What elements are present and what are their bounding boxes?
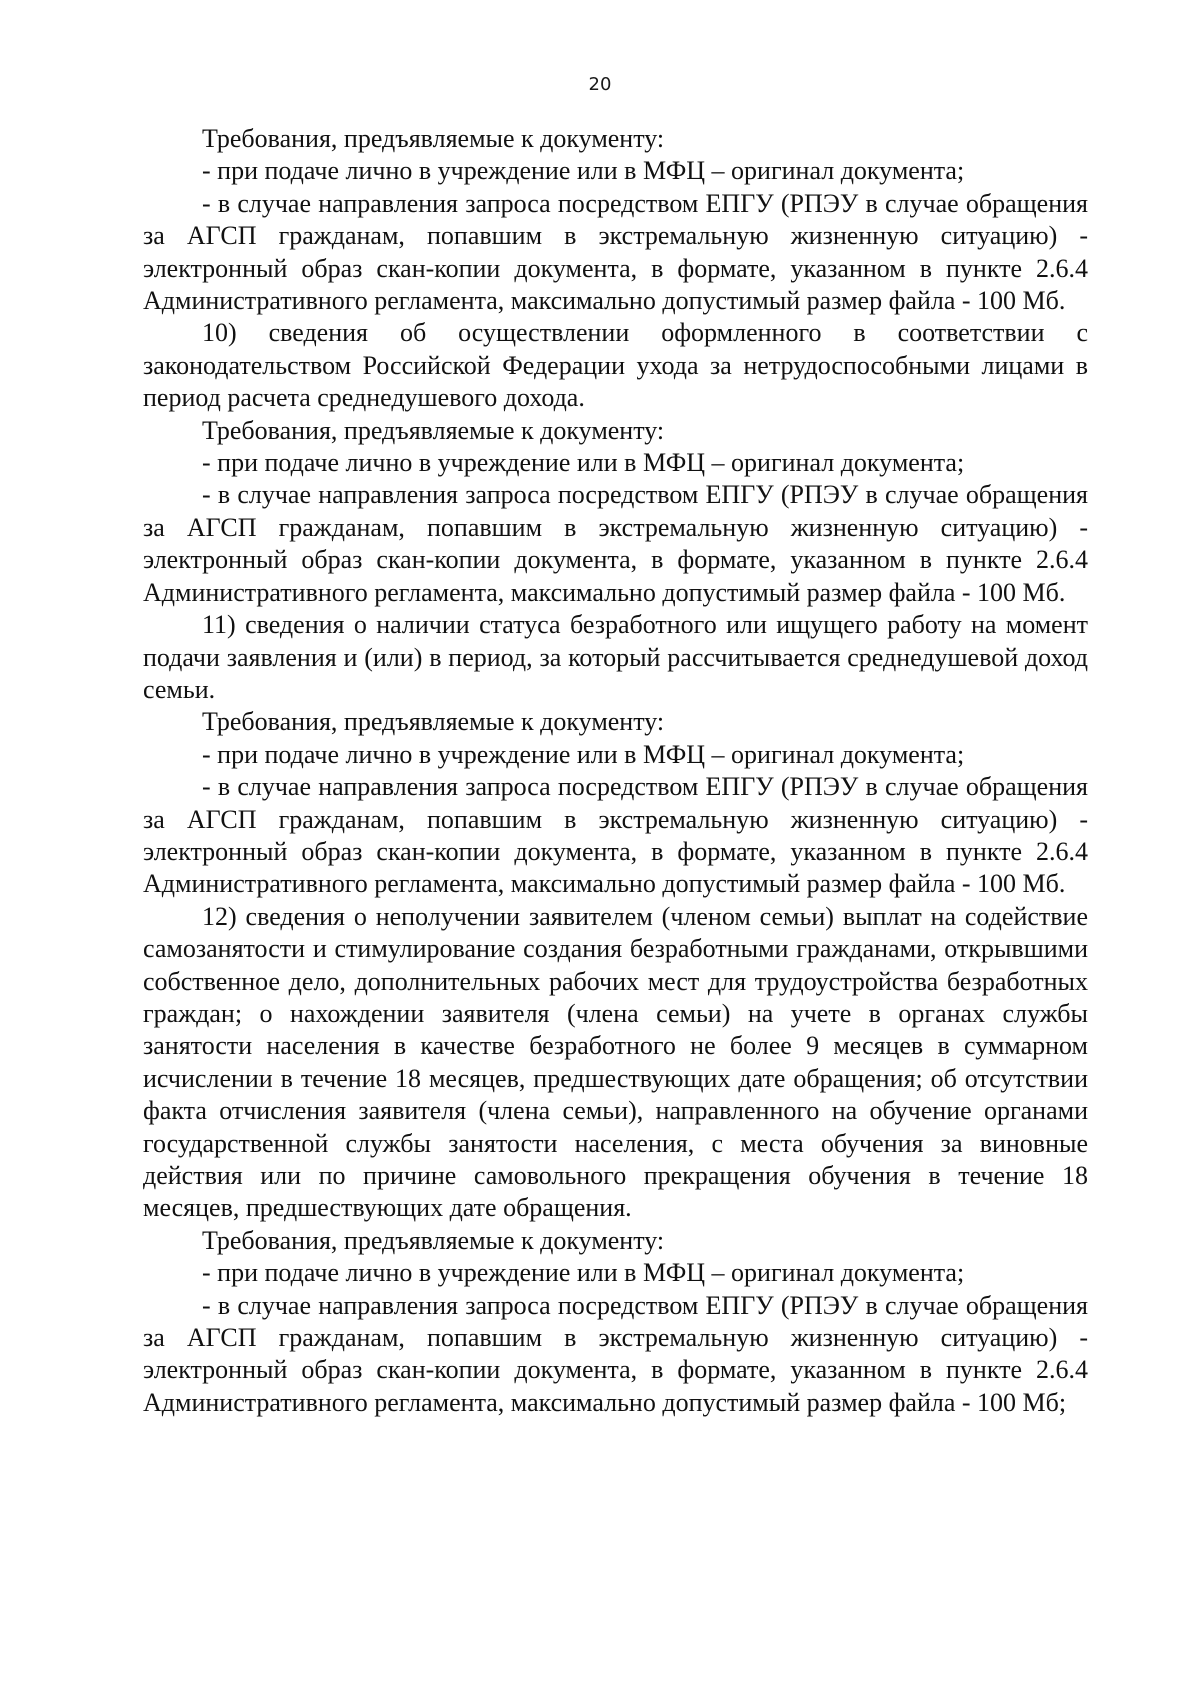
requirement-electronic: - в случае направления запроса посредством ЕПГУ (РПЭУ в случае обращения за АГСП гражданам, попавшим в экстремальную жизненную ситуацию) - электронный образ скан-копии документа, в формате, указанном в пункте 2.6.4 Административного регламента, максимально допустимый размер файла - 100 Мб. (143, 188, 1088, 316)
item-12-paragraph: 12) сведения о неполучении заявителем (членом семьи) выплат на содействие самозанятости и стимулирование создания безработными гражданами, открывшими собственное дело, дополнительных рабочих мест для трудоустройства безработных граждан; о нахождении заявителя (члена семьи) на учете в органах службы занятости населения в качестве безработного не более 9 месяцев в суммарном исчислении в течение 18 месяцев, предшествующих дате обращения; об отсутствии факта отчисления заявителя (члена семьи), направленного на обучение органами государственной службы занятости населения, с места обучения за виновные действия или по причине самовольного прекращения обучения в течение 18 месяцев, предшествующих дате обращения. (143, 901, 1088, 1223)
requirements-heading: Требования, предъявляемые к документу: (202, 415, 665, 445)
requirement-electronic: - в случае направления запроса посредством ЕПГУ (РПЭУ в случае обращения за АГСП гражданам, попавшим в экстремальную жизненную ситуацию) - электронный образ скан-копии документа, в формате, указанном в пункте 2.6.4 Административного регламента, максимально допустимый размер файла - 100 Мб. (143, 772, 1088, 899)
requirement-electronic: - в случае направления запроса посредством ЕПГУ (РПЭУ в случае обращения за АГСП гражданам, попавшим в экстремальную жизненную ситуацию) - электронный образ скан-копии документа, в формате, указанном в пункте 2.6.4 Административного регламента, максимально допустимый размер файла - 100 Мб. (143, 480, 1088, 607)
requirement-in-person: - при подаче лично в учреждение или в МФЦ – оригинал документа; (202, 739, 965, 769)
requirement-in-person: - при подаче лично в учреждение или в МФЦ – оригинал документа; (202, 156, 965, 186)
requirements-heading: Требования, предъявляемые к документу: (202, 124, 665, 153)
document-body (143, 123, 1088, 1419)
requirement-electronic: - в случае направления запроса посредством ЕПГУ (РПЭУ в случае обращения за АГСП гражданам, попавшим в экстремальную жизненную ситуацию) - электронный образ скан-копии документа, в формате, указанном в пункте 2.6.4 Административного регламента, максимально допустимый размер файла - 100 Мб; (143, 1290, 1088, 1417)
requirement-in-person: - при подаче лично в учреждение или в МФЦ – оригинал документа; (202, 448, 965, 478)
requirements-heading: Требования, предъявляемые к документу: (202, 1225, 665, 1255)
item-10-paragraph: 10) сведения об осуществлении оформленного в соответствии с законодательством Российской Федерации ухода за нетрудоспособными лицами в период расчета среднедушевого дохода. (143, 318, 1088, 413)
item-11-paragraph: 11) сведения о наличии статуса безработного или ищущего работу на момент подачи заявления и (или) в период, за который рассчитывается среднедушевой доход семьи. (143, 610, 1088, 704)
requirement-in-person: - при подаче лично в учреждение или в МФЦ – оригинал документа; (202, 1258, 965, 1288)
requirements-heading: Требования, предъявляемые к документу: (202, 707, 665, 737)
page-number: 20 (588, 74, 612, 95)
